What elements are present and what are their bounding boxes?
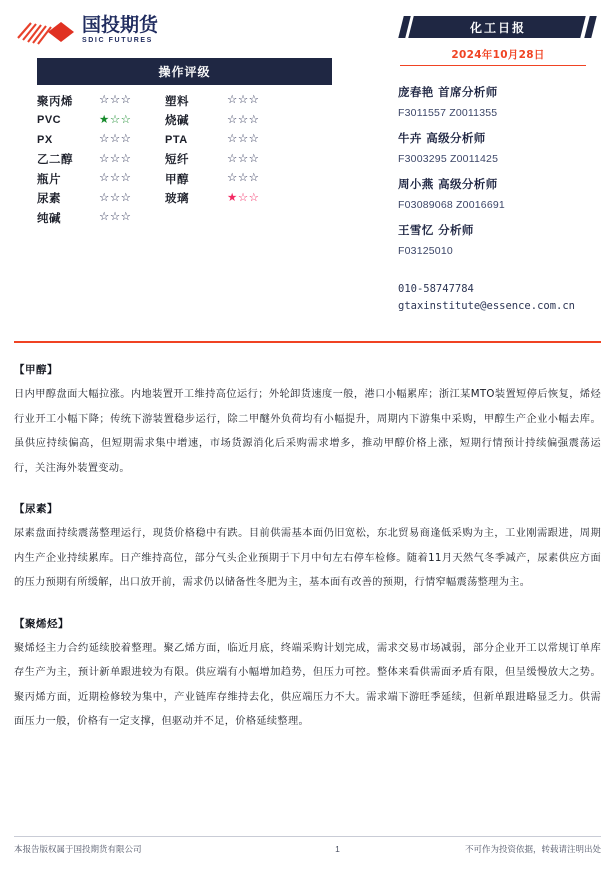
rating-product-name: 烧碱 — [165, 113, 189, 128]
rating-star: ☆ — [248, 191, 260, 204]
rating-star: ☆ — [120, 172, 132, 185]
rating-stars — [227, 134, 285, 145]
rating-product-name: PTA — [165, 133, 188, 146]
analyst-license-code: F03089068 Z0016691 — [398, 199, 505, 212]
rating-star: ☆ — [99, 94, 110, 107]
rating-star: ☆ — [237, 191, 249, 204]
rating-star: ☆ — [227, 113, 238, 126]
analyst-license-code: F3011557 Z0011355 — [398, 107, 498, 120]
rating-rows — [37, 91, 332, 228]
rating-star: ☆ — [109, 211, 121, 224]
analyst-name: 王雪忆 分析师 — [398, 223, 474, 238]
section-paragraph: 日内甲醇盘面大幅拉涨。内地装置开工维持高位运行；外轮卸货速度一般，港口小幅累库；浙江某MTO装置短停后恢复，烯烃行业开工小幅下降；传统下游装置稳步运行，除二甲醚外负荷均有小幅提升，周期内下游集中采购，甲醇生产企业小幅去库。虽供应持续偏高，但短期需求集中增速，市场货源消化后采购需求增多，推动甲醇价格上涨，短期行情预计持续偏强震荡运行，关注海外装置变动。 — [14, 389, 601, 474]
rating-product-name: 瓶片 — [37, 171, 61, 186]
rating-product-name: 纯碱 — [37, 210, 61, 225]
rating-star: ☆ — [120, 133, 132, 146]
rating-star: ☆ — [227, 94, 238, 107]
analyst-license-code: F3003295 Z0011425 — [398, 153, 499, 166]
report-date: 2024年10月28日 — [451, 49, 545, 61]
rating-star: ☆ — [99, 191, 110, 204]
rating-star: ☆ — [248, 172, 260, 185]
rating-star: ☆ — [237, 152, 249, 165]
rating-row — [37, 91, 332, 111]
section-heading: 【聚烯烃】 — [14, 617, 69, 630]
brand-name-cn: 国投期货 — [82, 14, 159, 36]
report-body — [14, 362, 601, 755]
brand-wordmark — [82, 15, 158, 45]
report-title: 化工日报 — [469, 20, 526, 35]
report-section — [14, 501, 601, 596]
contact-email: gtaxinstitute@essence.com.cn — [398, 300, 576, 313]
rating-row — [37, 189, 332, 209]
rating-row — [37, 208, 332, 228]
rating-row — [37, 130, 332, 150]
rating-star: ☆ — [99, 172, 110, 185]
brand-name-en: SDIC FUTURES — [82, 37, 153, 44]
report-meta-panel — [398, 16, 598, 315]
page-footer — [14, 843, 601, 855]
analyst-name: 庞春艳 首席分析师 — [398, 85, 498, 100]
rating-stars — [99, 212, 157, 223]
rating-row — [37, 111, 332, 131]
rating-star: ☆ — [227, 172, 238, 185]
analyst-name: 周小燕 高级分析师 — [398, 177, 498, 192]
rating-star: ★ — [99, 113, 110, 126]
rating-stars — [99, 134, 157, 145]
rating-star: ☆ — [248, 94, 260, 107]
rating-stars — [99, 115, 157, 126]
section-paragraph: 聚烯烃主力合约延续胶着整理。聚乙烯方面，临近月底，终端采购计划完成，需求交易市场减弱，部分企业开工以常规订单库存生产为主，预计新单跟进较为有限。供应端有小幅增加趋势，但压力可控。整体来看供需面矛盾有限，但呈缓慢放大之势。聚丙烯方面，近期检修较为集中，产业链库存维持去化，供应端压力不大。需求端下游旺季延续，但新单跟进略显乏力。供需面压力一般，价格有一定支撑，但驱动并不足，价格延续整理。 — [14, 642, 601, 727]
operation-rating-table — [37, 58, 332, 228]
rating-star: ☆ — [248, 152, 260, 165]
rating-stars — [99, 95, 157, 106]
report-date-underline — [400, 65, 586, 66]
rating-star: ☆ — [248, 113, 260, 126]
rating-star: ☆ — [227, 152, 238, 165]
contact-block — [398, 281, 598, 315]
brand-logo — [16, 15, 166, 51]
footer-copyright: 本报告版权属于国投期货有限公司 — [14, 845, 142, 855]
rating-star: ☆ — [237, 113, 249, 126]
rating-stars — [227, 154, 285, 165]
rating-row — [37, 150, 332, 170]
rating-star: ☆ — [109, 113, 121, 126]
header-divider — [14, 341, 601, 343]
rating-star: ☆ — [120, 152, 132, 165]
rating-star: ☆ — [237, 94, 249, 107]
rating-row — [37, 169, 332, 189]
rating-product-name: PVC — [37, 114, 62, 127]
report-title-banner — [398, 16, 598, 40]
analyst-list — [398, 84, 598, 257]
footer-disclaimer: 不可作为投资依据，转载请注明出处 — [464, 845, 601, 855]
footer-page-number: 1 — [335, 844, 340, 854]
rating-product-name: 玻璃 — [165, 191, 189, 206]
rating-star: ☆ — [109, 152, 121, 165]
rating-star: ★ — [227, 191, 238, 204]
rating-star: ☆ — [109, 94, 121, 107]
rating-star: ☆ — [120, 211, 132, 224]
rating-star: ☆ — [109, 172, 121, 185]
rating-product-name: PX — [37, 133, 53, 146]
analyst-name: 牛卉 高级分析师 — [398, 131, 486, 146]
rating-table-title: 操作评级 — [37, 58, 332, 85]
rating-stars — [227, 115, 285, 126]
rating-product-name: 尿素 — [37, 191, 61, 206]
rating-star: ☆ — [109, 133, 121, 146]
contact-phone: 010-58747784 — [398, 283, 474, 296]
analyst-license-code: F03125010 — [398, 245, 453, 258]
rating-star: ☆ — [99, 152, 110, 165]
rating-star: ☆ — [99, 211, 110, 224]
rating-star: ☆ — [120, 113, 132, 126]
section-paragraph: 尿素盘面持续震荡整理运行，现货价格稳中有跌。目前供需基本面仍旧宽松，东北贸易商逢低采购为主，工业刚需跟进，周期内生产企业持续累库。日产维持高位，部分气头企业预期于下月中旬左右停车检修。随着11月天然气冬季减产，尿素供应方面的压力预期有所缓解，出口放开前，需求仍以储备性冬肥为主，基本面有改善的预期，行情窄幅震荡整理为主。 — [14, 528, 601, 588]
rating-star: ☆ — [120, 94, 132, 107]
rating-product-name: 乙二醇 — [37, 152, 73, 167]
report-section — [14, 362, 601, 481]
rating-product-name: 短纤 — [165, 152, 189, 167]
report-section — [14, 616, 601, 735]
rating-stars — [227, 95, 285, 106]
rating-star: ☆ — [120, 191, 132, 204]
sdic-diamond-logo-icon — [16, 18, 78, 46]
rating-star: ☆ — [109, 191, 121, 204]
rating-star: ☆ — [237, 133, 249, 146]
rating-stars — [99, 193, 157, 204]
rating-star: ☆ — [248, 133, 260, 146]
section-heading: 【尿素】 — [14, 503, 58, 515]
rating-star: ☆ — [99, 133, 110, 146]
rating-product-name: 塑料 — [165, 93, 189, 108]
rating-product-name: 甲醇 — [165, 171, 189, 186]
footer-divider — [14, 836, 601, 837]
rating-stars — [227, 193, 285, 204]
section-heading: 【甲醇】 — [14, 364, 58, 376]
rating-star: ☆ — [237, 172, 249, 185]
rating-stars — [99, 154, 157, 165]
rating-stars — [227, 173, 285, 184]
rating-stars — [99, 173, 157, 184]
rating-product-name: 聚丙烯 — [37, 93, 73, 108]
report-header — [0, 0, 615, 345]
rating-star: ☆ — [227, 133, 238, 146]
